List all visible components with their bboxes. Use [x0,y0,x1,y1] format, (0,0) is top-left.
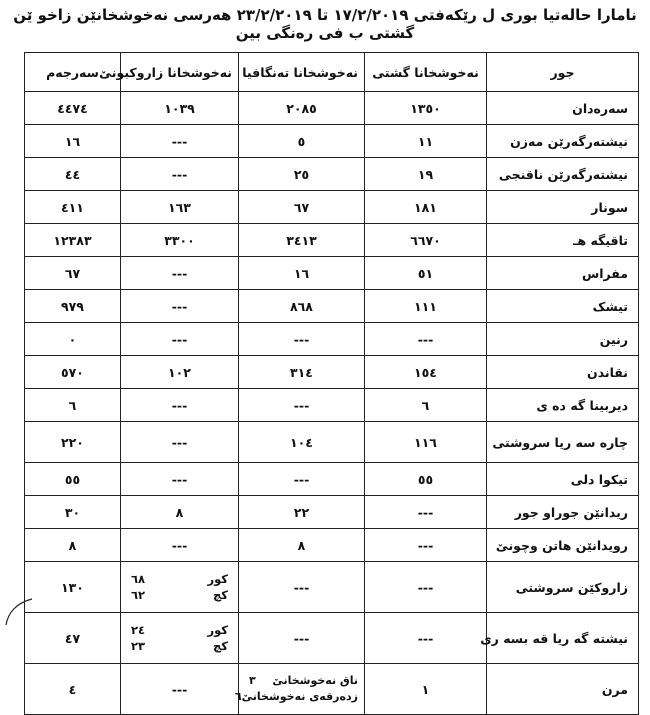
cell-total: ٤٤٧٤ [25,92,121,125]
cell-general: ١١٦ [365,422,487,463]
header-emergency: نەخوشخانا تەنگافیا [239,53,365,92]
table-row [25,529,639,562]
cell-emergency: --- [239,463,365,496]
header-total: سەرجەم [25,53,121,92]
cell-label: چارە سە ریا سروشتی [487,422,639,463]
cell-total: ٦ [25,389,121,422]
cell-total: ٢٢٠ [25,422,121,463]
cell-emergency: ٣٤١٣ [239,224,365,257]
cell-general: --- [365,496,487,529]
pen-mark [2,595,42,625]
table-row [25,224,639,257]
table-row [25,463,639,496]
cell-general: ١١ [365,125,487,158]
cell-maternity-split [121,562,239,613]
cell-total: ١٣٠ [25,562,121,613]
cell-total: ٣٠ [25,496,121,529]
cell-emergency: ٢٢ [239,496,365,529]
cell-emergency: ٢٥ [239,158,365,191]
table-row [25,125,639,158]
cell-general: ٦٦٧٠ [365,224,487,257]
cell-maternity: --- [121,463,239,496]
cell-emergency: --- [239,323,365,356]
cell-maternity: --- [121,158,239,191]
cell-total: ٨ [25,529,121,562]
cell-general: ١٨١ [365,191,487,224]
outside-hospital-value: ٦ [234,690,242,703]
cell-maternity-split [121,613,239,664]
cell-label: نیشتەرگەرێن مەزن [487,125,639,158]
cell-general: ١٩ [365,158,487,191]
girl-line [127,638,232,654]
boy-line [127,622,232,638]
table-row [25,323,639,356]
boy-value: ٢٤ [131,623,146,637]
boy-label: کور [207,572,228,586]
cell-maternity: --- [121,257,239,290]
girl-label: کچ [213,588,228,602]
cell-maternity: --- [121,323,239,356]
cell-label: تیشک [487,290,639,323]
cell-label: مفراس [487,257,639,290]
cell-maternity: --- [121,422,239,463]
cell-total: ٤٤ [25,158,121,191]
cell-total: ٤ [25,664,121,715]
inside-hospital-line [245,673,358,689]
cell-emergency: ٣١٤ [239,356,365,389]
table-row-cesarean [25,613,639,664]
cell-maternity: ٨ [121,496,239,529]
page-title: نامارا حالەتیا بوری ل رێکەفتی ١٧/٢/٢٠١٩ تا ٢٣/٢/٢٠١٩ هەرسی نەخوشخانێن زاخو ێن گشتی ب فی رەنگی بین [13,6,637,42]
cell-general: --- [365,529,487,562]
outside-hospital-line [234,689,358,705]
header-type: جور [487,53,639,92]
cell-general: ١٣٥٠ [365,92,487,125]
cell-total: ١٦ [25,125,121,158]
cell-emergency: ٦٧ [239,191,365,224]
cell-emergency: ٨ [239,529,365,562]
cell-general: ١١١ [365,290,487,323]
cell-label: رویدانێن هاتن وچونێ [487,529,639,562]
cell-emergency: ٥ [239,125,365,158]
table-row [25,389,639,422]
boy-value: ٦٨ [131,572,146,586]
cell-total: ٠ [25,323,121,356]
cell-emergency: ٢٠٨٥ [239,92,365,125]
cell-maternity: --- [121,529,239,562]
cell-label: سەرەدان [487,92,639,125]
cell-total: ٤٧ [25,613,121,664]
cell-total: ٩٧٩ [25,290,121,323]
cell-label: زاروکێن سروشتی [487,562,639,613]
cell-general: --- [365,562,487,613]
boy-line [127,571,232,587]
table-row [25,92,639,125]
table-row [25,496,639,529]
table-row [25,158,639,191]
cell-maternity: ٣٣٠٠ [121,224,239,257]
inside-hospital-label: ناق نەخوشخانێ [272,674,358,687]
girl-line [127,587,232,603]
cell-label: ریدانێن جوراو جور [487,496,639,529]
outside-hospital-label: زدەرقەی نەخوشخانێ [241,690,358,703]
cell-total: ٥٧٠ [25,356,121,389]
boy-label: کور [207,623,228,637]
girl-label: کچ [213,639,228,653]
cell-emergency-split [234,664,365,715]
cell-label: نیشتە گە ریا قە بسە ری [487,613,639,664]
cell-general: ٥١ [365,257,487,290]
cell-total: ٥٥ [25,463,121,496]
cell-label: نقاندن [487,356,639,389]
inside-hospital-value: ٣ [249,674,256,687]
header-general: نەخوشخانا گشتی [365,53,487,92]
cell-emergency: ١٦ [239,257,365,290]
cell-maternity: ١٦٣ [121,191,239,224]
table-row [25,356,639,389]
table-row-births [25,562,639,613]
header-maternity: نەخوشخانا زاروکبونێ [121,53,239,92]
cell-maternity: ١٠٣٩ [121,92,239,125]
cell-emergency: --- [239,613,365,664]
cell-total: ٦٧ [25,257,121,290]
cell-maternity: --- [121,290,239,323]
cell-maternity: ١٠٢ [121,356,239,389]
table-row [25,290,639,323]
table-row [25,257,639,290]
cell-label: دیربینا گە دە ی [487,389,639,422]
cell-general: --- [365,323,487,356]
cell-label: سونار [487,191,639,224]
cell-label: رنین [487,323,639,356]
cell-total: ٤١١ [25,191,121,224]
cell-general: ١ [365,664,487,715]
cell-label: نیشتەرگەرێن ناقنجی [487,158,639,191]
cell-emergency: ١٠٤ [239,422,365,463]
cell-maternity: --- [121,389,239,422]
table-row-deaths [25,664,639,715]
cell-emergency: --- [239,389,365,422]
cell-emergency: ٨٦٨ [239,290,365,323]
cell-emergency: --- [239,562,365,613]
girl-value: ٢٣ [131,639,146,653]
cell-general: --- [365,613,487,664]
table-row [25,191,639,224]
cell-general: ٥٥ [365,463,487,496]
girl-value: ٦٢ [131,588,146,602]
header-row [25,53,639,92]
cell-label: تاقیگە هـ [487,224,639,257]
cell-total: ١٢٣٨٣ [25,224,121,257]
cell-label: تیکوا دلی [487,463,639,496]
cell-maternity: --- [121,125,239,158]
table-row [25,422,639,463]
cell-maternity: --- [121,664,239,715]
cell-general: ٦ [365,389,487,422]
cell-label: مرن [487,664,639,715]
statistics-table [24,52,639,715]
cell-general: ١٥٤ [365,356,487,389]
